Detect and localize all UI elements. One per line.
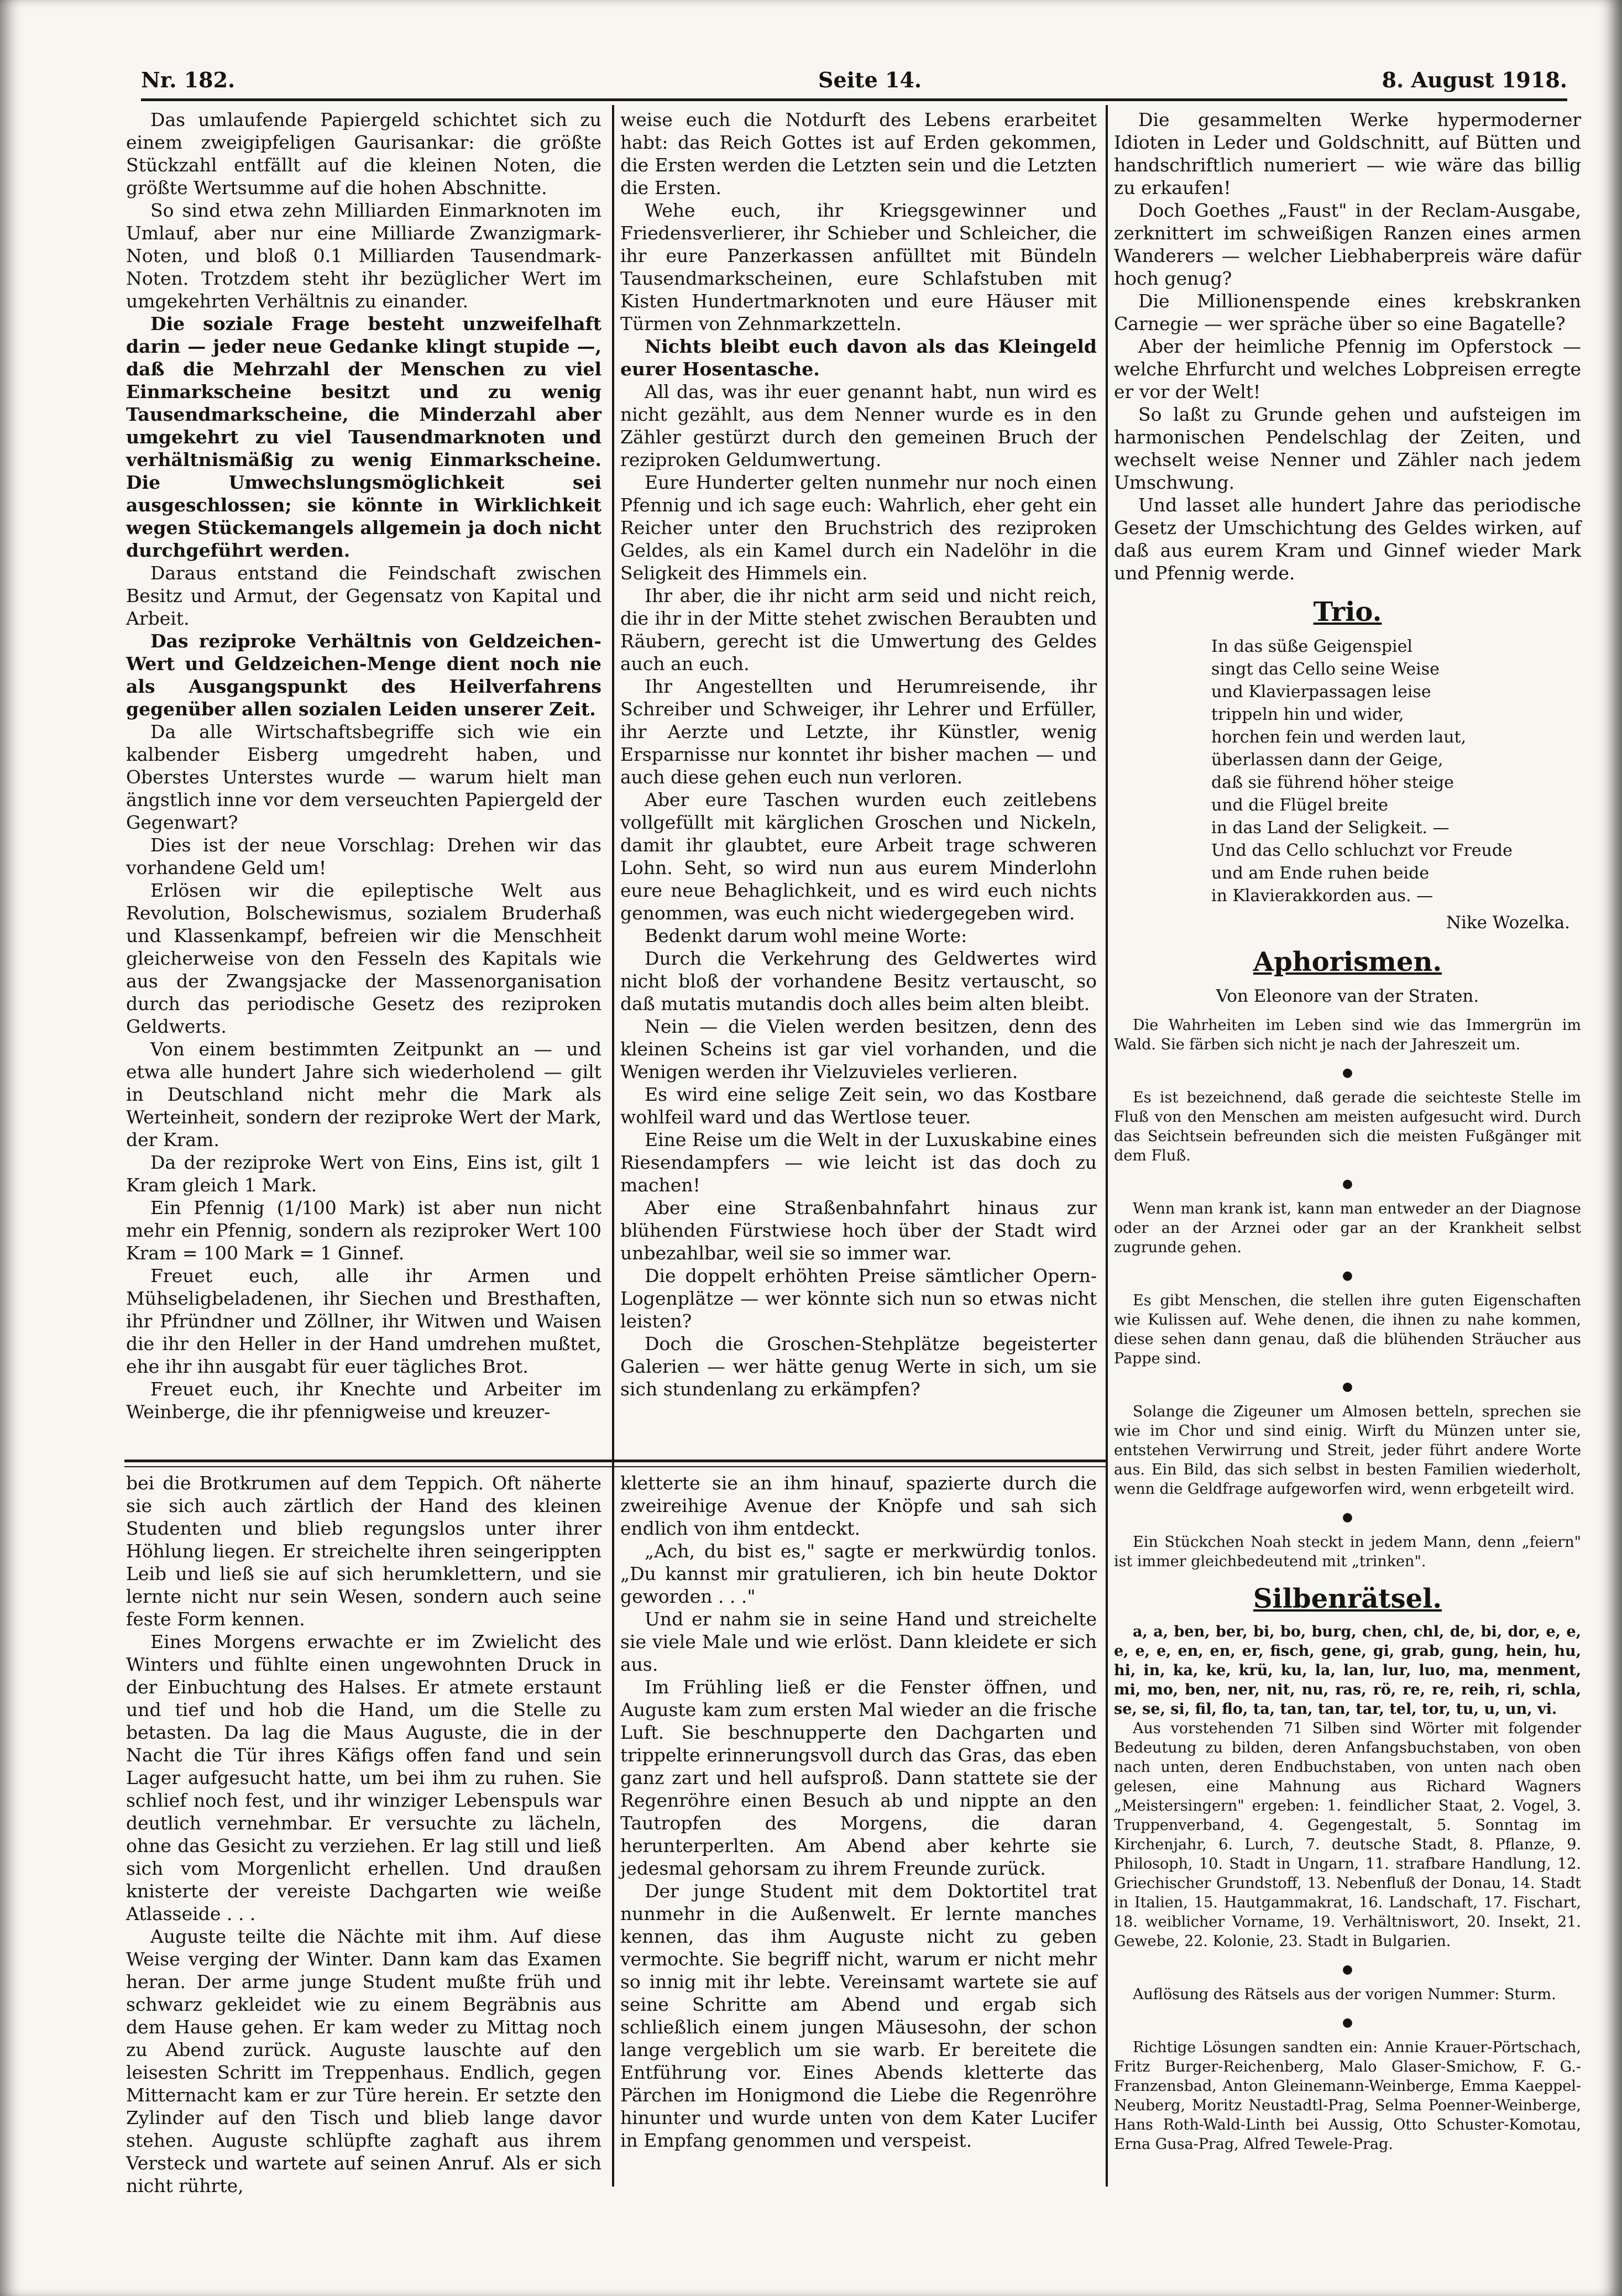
paragraph: Daraus entstand die Feindschaft zwischen Besitz und Armut, der Gegensatz von Kapital und Arbeit. bbox=[126, 562, 601, 629]
paragraph: Aber eine Straßenbahnfahrt hinaus zur blühenden Fürstwiese hoch über der Stadt wird unbezahlbar, weil sie so immer war. bbox=[620, 1197, 1097, 1264]
aphorism: Wenn man krank ist, kann man entweder an der Diagnose oder an der Arznei oder gar an der Krankheit selbst zugrunde gehen. bbox=[1114, 1200, 1581, 1256]
paragraph: Auguste teilte die Nächte mit ihm. Auf diese Weise verging der Winter. Dann kam das Examen heran. Der arme junge Student mußte früh und schwarz gekleidet wie zu einem Begräbnis aus dem Hause gehen. Er kam weder zu Mittag noch zu Abend zurück. Auguste lauschte auf den leisesten Schritt im Treppenhaus. Endlich, gegen Mitternacht kam er zur Türe herein. Er setzte den Zylinder auf den Tisch und blieb lange davor stehen. Auguste schlüpfte zaghaft aus ihrem Versteck und wartete auf seinen Anruf. Als er sich nicht rührte, bbox=[126, 1926, 601, 2196]
separator-dot: ● bbox=[1342, 2016, 1353, 2030]
aphorismen-byline: Von Eleonore van der Straten. bbox=[1216, 986, 1479, 1006]
aphorism: Es gibt Menschen, die stellen ihre guten Eigenschaften wie Kulissen auf. Wehe denen, die ihnen zu nahe kommen, diese sehen dann genau, daß die blühenden Sträucher aus Pappe sind. bbox=[1114, 1292, 1581, 1367]
separator-dot: ● bbox=[1342, 1269, 1353, 1283]
poem-line: und die Flügel breite bbox=[1211, 796, 1388, 815]
riddle-instructions: Aus vorstehenden 71 Silben sind Wörter mit folgender Bedeutung zu bilden, deren Anfangsbuchstaben, von oben nach unten, deren Endbuchstaben, von unten nach oben gelesen, eine Mahnung aus Richard Wagners „Meistersingern" ergeben: 1. feindlicher Staat, 2. Vogel, 3. Truppenverband, 4. Gegengestalt, 5. Sonntag im Kirchenjahr, 6. Lurch, 7. deutsche Stadt, 8. Pflanze, 9. Philosoph, 10. Stadt in Ungarn, 11. strafbare Handlung, 12. Griechischer Grundstoff, 13. Nebenfluß der Donau, 14. Stadt in Italien, 15. Hautgammakrat, 16. Landschaft, 17. Fischart, 18. weiblicher Vorname, 19. Verhältniswort, 20. Insekt, 21. Gewebe, 22. Kolonie, 23. Stadt in Bulgarien. bbox=[1114, 1720, 1581, 1950]
paragraph: Freuet euch, alle ihr Armen und Mühseligbeladenen, ihr Siechen und Bresthaften, ihr Pfründner und Zöllner, ihr Witwen und Waisen die ihr den Heller in der Hand umdrehen mußtet, ehe ihr ihn ausgabt für euer tägliches Brot. bbox=[126, 1265, 601, 1377]
paragraph: Doch Goethes „Faust" in der Reclam-Ausgabe, zerknittert im schweißigen Ranzen eines armen Wanderers — welcher Liebhaberpreis wäre dafür hoch genug? bbox=[1114, 200, 1581, 289]
paragraph: Eines Morgens erwachte er im Zwielicht des Winters und fühlte einen ungewohnten Druck in der Einbuchtung des Halses. Er atmete erstaunt und tief und hob die Hand, um die Stelle zu betasten. Da lag die Maus Auguste, die in der Nacht die Tür ihres Käfigs offen fand und sein Lager aufgesucht hatte, um bei ihm zu ruhen. Sie schlief noch fest, und ihr winziger Lebenspuls war deutlich vernehmbar. Er versuchte zu lächeln, ohne das Gesicht zu verziehen. Er lag still und ließ sich vom Morgenlicht erhellen. Und draußen knisterte der vereiste Dachgarten wie weiße Atlasseide . . . bbox=[126, 1631, 601, 1924]
story-column-1 bbox=[126, 1472, 601, 2196]
aphorism: Es ist bezeichnend, daß gerade die seichteste Stelle im Fluß von den Menschen am meisten aufgesucht wird. Durch das Seichtsein befreunden sich die meisten Fußgänger mit dem Fluß. bbox=[1114, 1089, 1581, 1164]
paragraph: Ihr aber, die ihr nicht arm seid und nicht reich, die ihr in der Mitte stehet zwischen Beraubten und Räubern, gerecht ist die Umwertung des Geldes auch an euch. bbox=[620, 585, 1097, 674]
column-divider-2 bbox=[1106, 105, 1108, 2187]
poem-line: In das süße Geigenspiel bbox=[1211, 637, 1412, 656]
issue-date: 8. August 1918. bbox=[1382, 67, 1567, 92]
separator-dot: ● bbox=[1342, 1963, 1353, 1976]
paragraph: Nichts bleibt euch davon als das Kleingeld eurer Hosentasche. bbox=[620, 336, 1097, 380]
poem-line: und am Ende ruhen beide bbox=[1211, 864, 1430, 883]
paragraph: kletterte sie an ihm hinauf, spazierte durch die zweireihige Avenue der Knöpfe und sah sich endlich von ihm entdeckt. bbox=[620, 1472, 1097, 1539]
aphorism: Die Wahrheiten im Leben sind wie das Immergrün im Wald. Sie färben sich nicht je nach der Jahreszeit um. bbox=[1114, 1017, 1581, 1053]
paragraph: Und er nahm sie in seine Hand und streichelte sie viele Male und wie erlöst. Dann kleidete er sich aus. bbox=[620, 1608, 1097, 1675]
paragraph: bei die Brotkrumen auf dem Teppich. Oft näherte sie sich auch zärtlich der Hand des kleinen Studenten und blieb regungslos unter ihrer Höhlung liegen. Er streichelte ihren seingerippten Leib und ließ sie auf sich herumklettern, und sie lernte nicht nur sein Wesen, sondern auch seine feste Form kennen. bbox=[126, 1472, 601, 1630]
issue-number: Nr. 182. bbox=[141, 67, 236, 92]
paragraph: Eine Reise um die Welt in der Luxuskabine eines Riesendampfers — wie leicht ist das doch zu machen! bbox=[620, 1129, 1097, 1196]
story-column-2 bbox=[620, 1472, 1097, 2185]
paragraph: Nein — die Vielen werden besitzen, denn des kleinen Scheins ist gar viel vorhanden, und die Wenigen werden ihr Vielzuvieles verlieren. bbox=[620, 1016, 1097, 1082]
poem-author: Nike Wozelka. bbox=[1446, 913, 1570, 933]
paragraph: Erlösen wir die epileptische Welt aus Revolution, Bolschewismus, sozialem Bruderhaß und Klassenkampf, befreien wir die Menschheit gleicherweise von den Fesseln des Kapitals wie aus der Zwangsjacke der Massenorganisation durch das periodische Gesetz des reziproken Geldwerts. bbox=[126, 880, 601, 1037]
paragraph: Aber der heimliche Pfennig im Opferstock — welche Ehrfurcht und welches Lobpreisen erregte er vor der Welt! bbox=[1114, 336, 1581, 402]
paragraph: Ihr Angestellten und Herumreisende, ihr Schreiber und Schweiger, ihr Lehrer und Erfüller, ihr Aerzte und Letzte, ihr Künstler, wenig Ersparnisse nur konntet ihr bisher machen — und auch diese gehen euch nun verloren. bbox=[620, 676, 1097, 788]
paragraph: Doch die Groschen-Stehplätze begeisterter Galerien — wer hätte genug Werte in sich, um sie sich stundenlang zu erkämpfen? bbox=[620, 1333, 1097, 1400]
header-rule bbox=[141, 98, 1567, 101]
paragraph: Durch die Verkehrung des Geldwertes wird nicht bloß der vorhandene Besitz vertauscht, so daß mutatis mutandis doch alles beim alten bleibt. bbox=[620, 948, 1097, 1014]
poem-line: überlassen dann der Geige, bbox=[1211, 750, 1443, 770]
poem-line: in Klavierakkorden aus. — bbox=[1211, 886, 1433, 906]
page-number: Seite 14. bbox=[818, 67, 922, 92]
separator-dot: ● bbox=[1342, 1380, 1353, 1394]
poem-line: daß sie führend höher steige bbox=[1211, 773, 1454, 792]
paragraph: Die soziale Frage besteht unzweifelhaft darin — jeder neue Gedanke klingt stupide —, daß die Mehrzahl der Menschen zu viel Einmarkscheine besitzt und zu wenig Tausendmarkscheine, die Minderzahl aber umgekehrt zu viel Tausendmarknoten und verhältnismäßig zu wenig Einmarkscheine. Die Umwechslungsmöglichkeit sei ausgeschlossen; sie könnte in Wirklichkeit wegen Stückemangels allgemein ja doch nicht durchgeführt werden. bbox=[126, 313, 601, 561]
trio-poem bbox=[1211, 635, 1581, 907]
aphorismen-title: Aphorismen. bbox=[1253, 946, 1442, 977]
paragraph: Ein Pfennig (1/100 Mark) ist aber nun nicht mehr ein Pfennig, sondern als reziproker Wert 100 Kram = 100 Mark = 1 Ginnef. bbox=[126, 1197, 601, 1264]
paragraph: Bedenkt darum wohl meine Worte: bbox=[645, 925, 967, 946]
paragraph: Das umlaufende Papiergeld schichtet sich zu einem zweigipfeligen Gaurisankar: die größte Stückzahl entfällt auf die kleinen Noten, die größte Wertsumme auf die hohen Abschnitte. bbox=[126, 109, 601, 198]
aphorism: Ein Stückchen Noah steckt in jedem Mann, denn „feiern" ist immer gleichbedeutend mit „trinken". bbox=[1114, 1534, 1581, 1570]
separator-dot: ● bbox=[1342, 1066, 1353, 1080]
paragraph: Und lasset alle hundert Jahre das periodische Gesetz der Umschichtung des Geldes wirken, auf daß aus eurem Kram und Ginnef wieder Mark und Pfennig werde. bbox=[1114, 494, 1581, 584]
aphorismen-list bbox=[1114, 1016, 1581, 1571]
separator-dot: ● bbox=[1342, 1510, 1353, 1524]
trio-title: Trio. bbox=[1313, 597, 1382, 627]
previous-solution: Auflösung des Rätsels aus der vorigen Nummer: Sturm. bbox=[1133, 1986, 1556, 2003]
poem-line: Und das Cello schluchzt vor Freude bbox=[1211, 841, 1513, 860]
column-3 bbox=[1114, 108, 1581, 2187]
paragraph: So sind etwa zehn Milliarden Einmarknoten im Umlauf, aber nur eine Milliarde Zwanzigmark-Noten, und bloß 0.1 Milliarden Tausendmark-Noten. Trotzdem steht ihr bezüglicher Wert im umgekehrten Verhältnis zu einander. bbox=[126, 200, 601, 312]
column-divider-1 bbox=[612, 105, 614, 2187]
aphorism: Solange die Zigeuner um Almosen betteln, sprechen sie wie im Chor und sind einig. Wirft du Münzen unter sie, entstehen Verwirrung und Streit, jeder führt andere Worte aus. Ein Bild, das sich selbst in besten Familien wiederholt, wenn die Geldfrage aufgeworfen wird, wenn erbgeteilt wird. bbox=[1114, 1403, 1581, 1498]
column-2 bbox=[620, 108, 1097, 1457]
poem-line: trippeln hin und wider, bbox=[1211, 705, 1404, 724]
paragraph: Es wird eine selige Zeit sein, wo das Kostbare wohlfeil ward und das Wertlose teuer. bbox=[620, 1084, 1097, 1128]
paragraph: Eure Hunderter gelten nunmehr nur noch einen Pfennig und ich sage euch: Wahrlich, eher geht ein Reicher unter den Bruchstrich des reziproken Geldes, als ein Kamel durch ein Nadelöhr in die Seligkeit des Himmels ein. bbox=[620, 472, 1097, 584]
paragraph: Die doppelt erhöhten Preise sämtlicher Opern-Logenplätze — wer könnte sich nun so etwas nicht leisten? bbox=[620, 1265, 1097, 1332]
poem-line: horchen fein und werden laut, bbox=[1211, 728, 1467, 747]
paragraph: Aber eure Taschen wurden euch zeitlebens vollgefüllt mit kärglichen Groschen und Nickeln, damit ihr glaubtet, eure Arbeit trage schweren Lohn. Seht, so wird nun aus eurem Minderlohn eure neue Behaglichkeit, und es wird euch nichts genommen, was euch nicht wiedergegeben wird. bbox=[620, 789, 1097, 924]
paragraph: „Ach, du bist es," sagte er merkwürdig tonlos. „Du kannst mir gratulieren, ich bin heute Doktor geworden . . ." bbox=[620, 1540, 1097, 1607]
paragraph: So laßt zu Grunde gehen und aufsteigen im harmonischen Pendelschlag der Zeiten, und wechselt weise Nenner und Zähler nach jedem Umschwung. bbox=[1114, 404, 1581, 493]
paragraph: Die gesammelten Werke hypermoderner Idioten in Leder und Goldschnitt, auf Bütten und handschriftlich numeriert — wie wäre das billig zu erkaufen! bbox=[1114, 109, 1581, 198]
silbenraetsel-body bbox=[1114, 1622, 1581, 2154]
paragraph: All das, was ihr euer genannt habt, nun wird es nicht gezählt, aus dem Nenner wurde es in den Zähler gestürzt durch den gemeinen Bruch der reziproken Geldumwertung. bbox=[620, 381, 1097, 470]
syllable-list: a, a, ben, ber, bi, bo, burg, chen, chl, de, bi, dor, e, e, e, e, e, en, en, er, fisch, gene, gi, grab, gung, hein, hu, hi, in, ka, ke, krü, ku, la, lan, lur, luo, ma, menment, mi, mo, ben, ner, nit, nu, ras, rö, re, re, reih, ri, schla, se, se, si, fil, flo, ta, tan, tan, tar, tel, tor, tu, u, un, vi. bbox=[1114, 1623, 1581, 1718]
poem-line: singt das Cello seine Weise bbox=[1211, 660, 1440, 679]
paragraph: Wehe euch, ihr Kriegsgewinner und Friedensverlierer, ihr Schieber und Schleicher, die ihr eure Panzerkassen anfülltet mit Bündeln Tausendmarkscheinen, eure Schlafstuben mit Kisten Hundertmarknoten und eure Häuser mit Türmen von Zehnmarkzetteln. bbox=[620, 200, 1097, 334]
paragraph: Da alle Wirtschaftsbegriffe sich wie ein kalbender Eisberg umgedreht haben, und Oberstes Unterstes wurde — warum hielt man ängstlich inne vor dem verseuchten Papiergeld der Gegenwart? bbox=[126, 721, 601, 833]
column-1 bbox=[126, 108, 601, 1457]
paragraph: weise euch die Notdurft des Lebens erarbeitet habt: das Reich Gottes ist auf Erden gekommen, die Ersten werden die Letzten sein und die Letzten die Ersten. bbox=[620, 109, 1097, 198]
poem-line: in das Land der Seligkeit. — bbox=[1211, 818, 1450, 838]
separator-dot: ● bbox=[1342, 1177, 1353, 1191]
page-header bbox=[141, 61, 1567, 100]
poem-line: und Klavierpassagen leise bbox=[1211, 682, 1431, 702]
paragraph: Die Millionenspende eines krebskranken Carnegie — wer spräche über so eine Bagatelle? bbox=[1114, 290, 1581, 334]
solvers-list: Richtige Lösungen sandten ein: Annie Krauer-Pörtschach, Fritz Burger-Reichenberg, Malo Glaser-Smichow, F. G.-Franzensbad, Anton Gleinemann-Weinberge, Emma Kaeppel-Neuberg, Moritz Neustadtl-Prag, Selma Poenner-Weinberge, Hans Roth-Wald-Linth bei Aussig, Otto Schuster-Komotau, Erna Gusa-Prag, Alfred Tewele-Prag. bbox=[1114, 2039, 1581, 2153]
story-separator-rule bbox=[124, 1460, 1106, 1462]
paragraph: Der junge Student mit dem Doktortitel trat nunmehr in die Außenwelt. Er lernte manches kennen, das ihm Auguste nicht zu geben vermochte. Sie begriff nicht, warum er nicht mehr so innig mit ihr lebte. Vereinsamt wartete sie auf seine Schritte am Abend und ergab sich schließlich einem jungen Mäusesohn, der schon lange vergeblich um sie warb. Er bereitete die Entführung vor. Eines Abends kletterte das Pärchen im Honigmond die Liebe die Regenröhre hinunter und wurde unten von dem Kater Lucifer in Empfang genommen und verspeist. bbox=[620, 1880, 1097, 2151]
paragraph: Freuet euch, ihr Knechte und Arbeiter im Weinberge, die ihr pfennigweise und kreuzer- bbox=[126, 1378, 601, 1422]
paragraph: Von einem bestimmten Zeitpunkt an — und etwa alle hundert Jahre sich wiederholend — gilt in Deutschland nicht mehr die Mark als Werteinheit, sondern der reziproke Wert der Mark, der Kram. bbox=[126, 1038, 601, 1150]
paragraph: Das reziproke Verhältnis von Geldzeichen-Wert und Geldzeichen-Menge dient noch nie als Ausgangspunkt des Heilverfahrens gegenüber allen sozialen Leiden unserer Zeit. bbox=[126, 630, 601, 720]
paragraph: Dies ist der neue Vorschlag: Drehen wir das vorhandene Geld um! bbox=[126, 834, 601, 878]
paragraph: Im Frühling ließ er die Fenster öffnen, und Auguste kam zum ersten Mal wieder an die frische Luft. Sie beschnupperte den Dachgarten und trippelte erinnerungsvoll durch das Gras, das eben ganz zart und hell aufsproß. Dann stattete sie der Regenröhre einen Besuch ab und nippte an den Tautropfen des Morgens, die daran herunterperlten. Am Abend aber kehrte sie jedesmal gehorsam zu ihrem Freunde zurück. bbox=[620, 1676, 1097, 1879]
silbenraetsel-title: Silbenrätsel. bbox=[1253, 1583, 1442, 1614]
story-separator-rule-2 bbox=[124, 1466, 1106, 1467]
paragraph: Da der reziproke Wert von Eins, Eins ist, gilt 1 Kram gleich 1 Mark. bbox=[126, 1152, 601, 1196]
